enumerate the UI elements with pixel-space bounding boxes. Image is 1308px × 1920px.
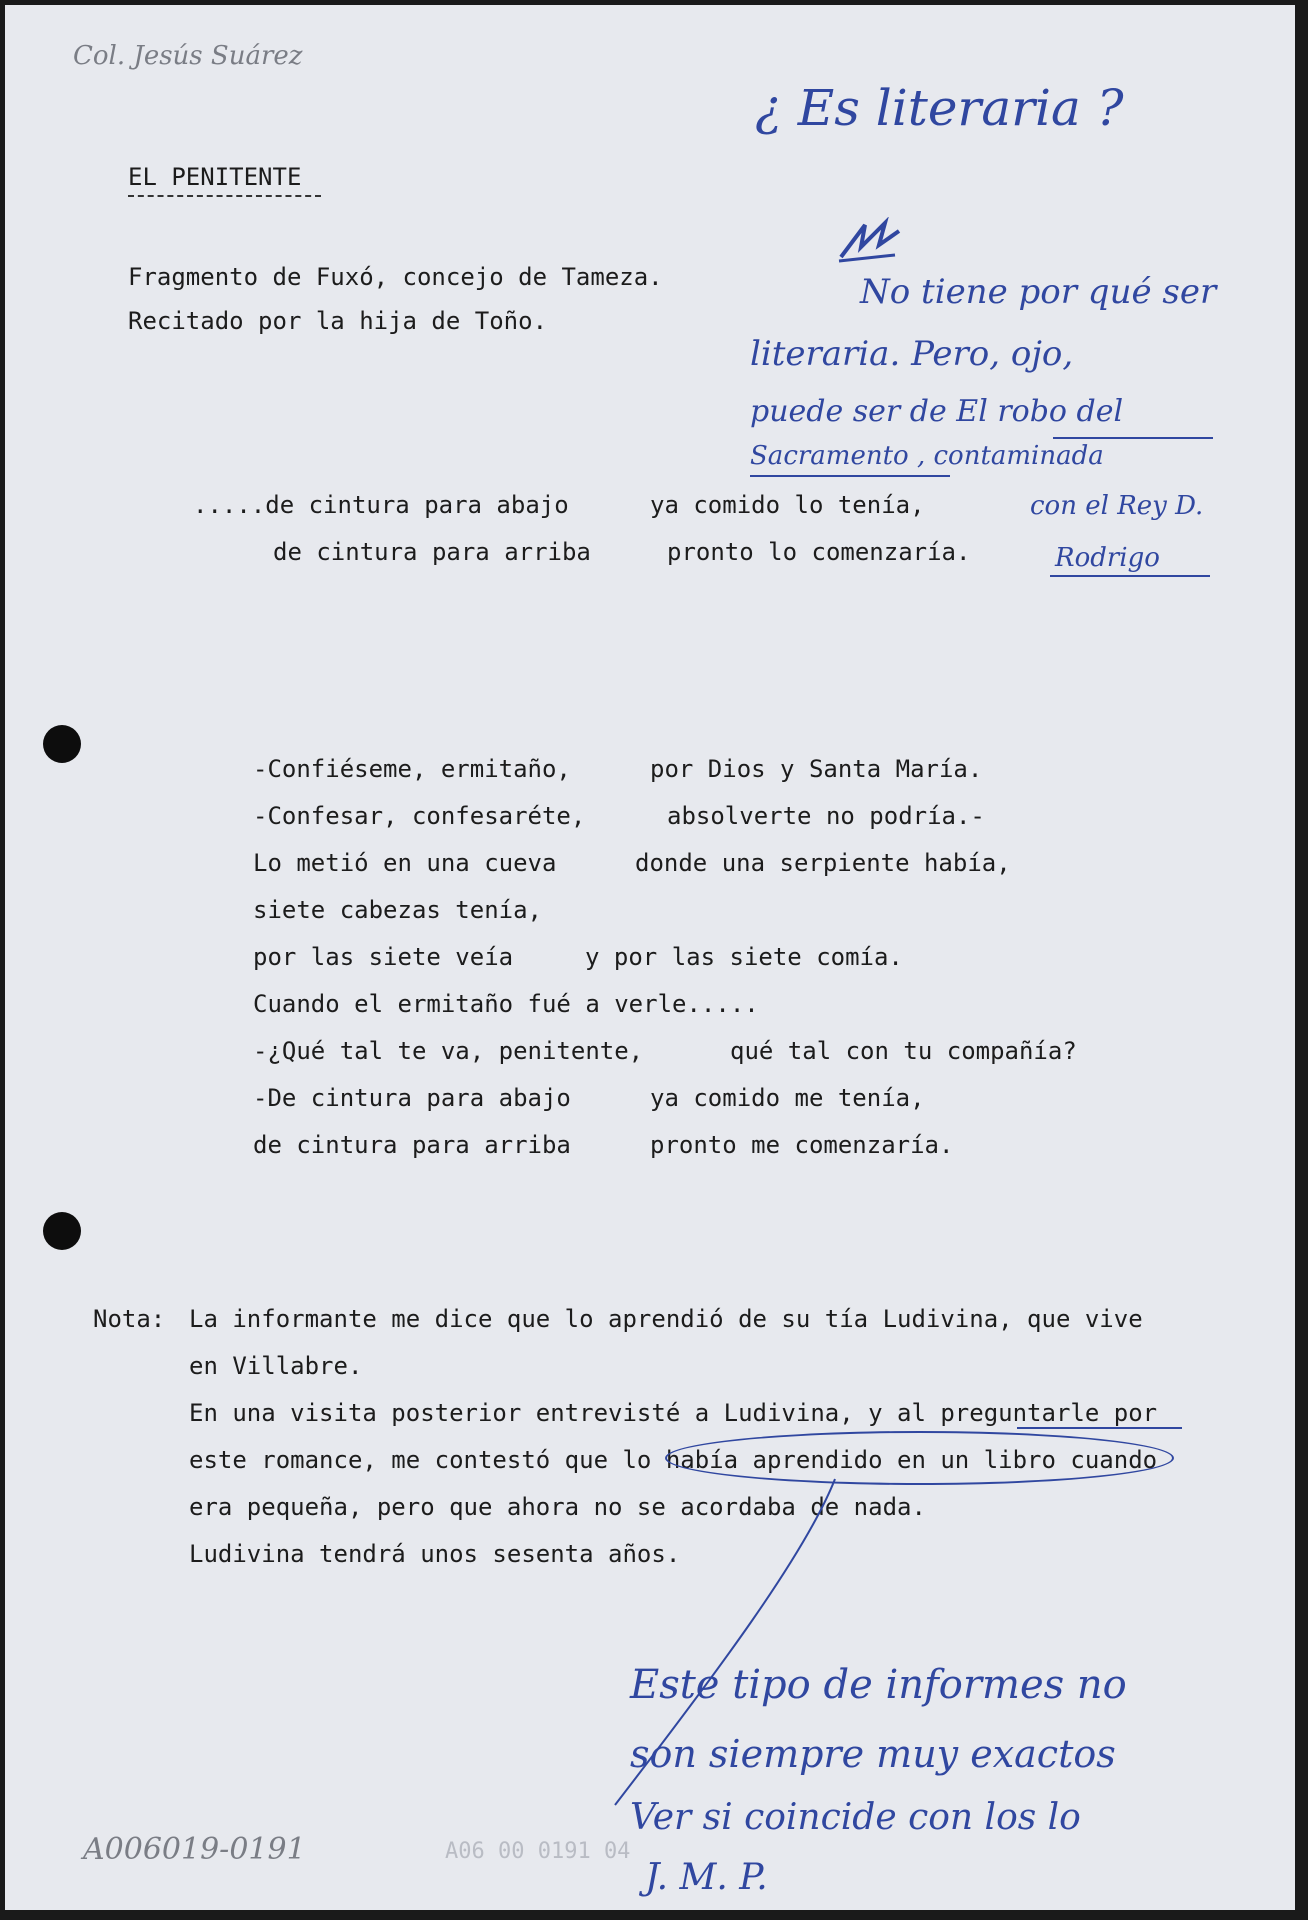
verse-line-first-half: -De cintura para abajo	[253, 1084, 571, 1112]
archive-id-annotation: A006019-0191	[83, 1832, 306, 1867]
document-title: EL PENITENTE	[128, 163, 302, 191]
verse-line-second-half: y por las siete comía.	[585, 943, 903, 971]
bottom-note-signature: J. M. P.	[645, 1857, 768, 1898]
note-label: Nota:	[93, 1305, 166, 1333]
verse-line-first-half: por las siete veía	[253, 943, 514, 971]
verse-line-second-half: ya comido me tenía,	[650, 1084, 925, 1112]
source-line-2: Recitado por la hija de Toño.	[128, 307, 548, 335]
bottom-note-line-3: Ver si coincide con los lo	[630, 1797, 1081, 1838]
margin-note-line-3: puede ser de El robo del	[750, 394, 1124, 429]
punch-hole-bottom	[43, 1212, 81, 1250]
source-line-1: Fragmento de Fuxó, concejo de Tameza.	[128, 263, 663, 291]
verse-line-second-half: donde una serpiente había,	[635, 849, 1011, 877]
verse-line-first-half: Cuando el ermitaño fué a verle.....	[253, 990, 759, 1018]
note-line-3: En una visita posterior entrevisté a Ludivina, y al preguntarle por	[189, 1399, 1158, 1427]
note-line-1: La informante me dice que lo aprendió de su tía Ludivina, que vive	[189, 1305, 1143, 1333]
verse-line-first-half: de cintura para arriba	[253, 1131, 571, 1159]
verse-line-first-half: -¿Qué tal te va, penitente,	[253, 1037, 644, 1065]
collection-annotation: Col. Jesús Suárez	[73, 41, 303, 71]
question-annotation: ¿ Es literaria ?	[755, 79, 1124, 137]
margin-note-line-4: Sacramento , contaminada	[750, 441, 1104, 471]
margin-note-line-2: literaria. Pero, ojo,	[750, 334, 1074, 374]
verse-2-second-half: pronto lo comenzaría.	[667, 538, 971, 566]
underline-rodrigo	[1050, 575, 1210, 577]
underline-robo	[1053, 437, 1213, 439]
verse-1-second-half: ya comido lo tenía,	[650, 491, 925, 519]
verse-line-first-half: siete cabezas tenía,	[253, 896, 542, 924]
verse-line-second-half: qué tal con tu compañía?	[730, 1037, 1077, 1065]
verse-line-first-half: Lo metió en una cueva	[253, 849, 557, 877]
note-line-4: este romance, me contestó que lo había aprendido en un libro cuando	[189, 1446, 1158, 1474]
faint-stamp-number: A06 00 0191 04	[445, 1839, 631, 1864]
note-line-6: Ludivina tendrá unos sesenta años.	[189, 1540, 681, 1568]
punch-hole-top	[43, 725, 81, 763]
scribble-mark	[835, 217, 905, 267]
verse-1-first-half: .....de cintura para abajo	[193, 491, 569, 519]
verse-line-second-half: por Dios y Santa María.	[650, 755, 983, 783]
title-underline	[128, 195, 321, 197]
verse-2-first-half: de cintura para arriba	[273, 538, 591, 566]
bottom-note-line-2: son siempre muy exactos	[630, 1732, 1116, 1776]
note-line-5: era pequeña, pero que ahora no se acordaba de nada.	[189, 1493, 926, 1521]
verse-line-first-half: -Confesar, confesaréte,	[253, 802, 586, 830]
margin-note-line-5: con el Rey D.	[1030, 491, 1204, 521]
note-line-2: en Villabre.	[189, 1352, 363, 1380]
underline-sacramento	[750, 475, 950, 477]
document-page	[5, 5, 1295, 1910]
margin-note-line-6: Rodrigo	[1055, 543, 1160, 573]
bottom-note-line-1: Este tipo de informes no	[630, 1662, 1127, 1708]
verse-line-second-half: absolverte no podría.-	[667, 802, 985, 830]
underline-preguntarle	[1017, 1427, 1182, 1429]
verse-line-first-half: -Confiéseme, ermitaño,	[253, 755, 571, 783]
verse-line-second-half: pronto me comenzaría.	[650, 1131, 954, 1159]
margin-note-line-1: No tiene por qué ser	[860, 272, 1217, 312]
